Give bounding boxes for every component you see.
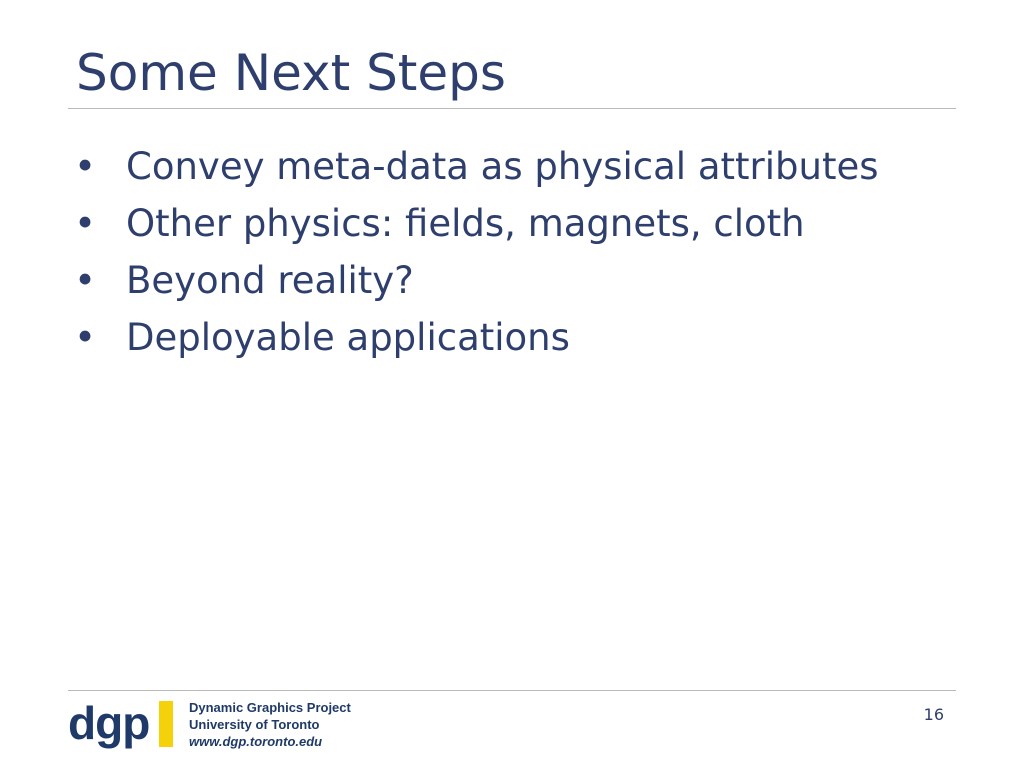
bullet-text: Convey meta-data as physical attributes — [126, 145, 879, 188]
bullet-text: Deployable applications — [126, 316, 570, 359]
logo-yellow-bar — [159, 701, 173, 747]
bullet-icon: • — [74, 259, 96, 302]
footer-divider — [68, 690, 956, 691]
bullet-icon: • — [74, 202, 96, 245]
title-divider — [68, 108, 956, 109]
logo-line-2: University of Toronto — [189, 717, 320, 732]
bullet-text: Beyond reality? — [126, 259, 414, 302]
logo-mark: dgp — [68, 697, 150, 749]
slide-title: Some Next Steps — [76, 44, 506, 102]
bullet-icon: • — [74, 316, 96, 359]
logo-line-1: Dynamic Graphics Project — [189, 700, 351, 715]
page-number: 16 — [923, 705, 944, 724]
bullet-text: Other physics: fields, magnets, cloth — [126, 202, 805, 245]
dgp-logo — [68, 698, 368, 754]
logo-url: www.dgp.toronto.edu — [189, 734, 323, 749]
bullet-icon: • — [74, 145, 96, 188]
logo-text — [189, 699, 351, 750]
